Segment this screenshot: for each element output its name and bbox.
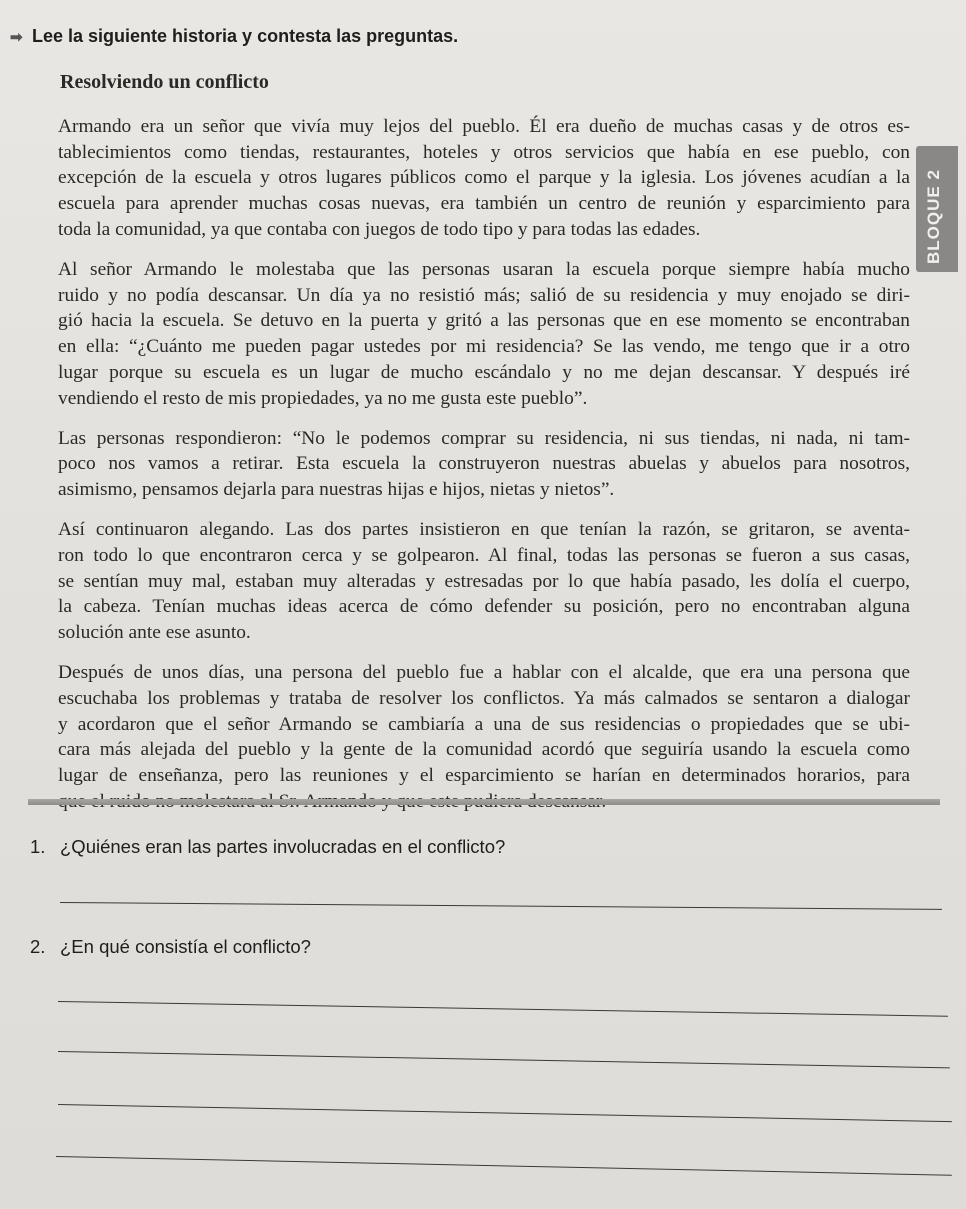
paragraph-line: la cabeza. Tenían muchas ideas acerca de cómo defender su posición, pero no encontraban alguna	[58, 596, 910, 618]
paragraph-line: excepción de la escuela y otros lugares públicos como el parque y la iglesia. Los jóvenes acudían a la	[58, 167, 910, 189]
paragraph-line: toda la comunidad, ya que contaba con juegos de todo tipo y para todas las edades.	[58, 218, 701, 240]
paragraph-line: en ella: “¿Cuánto me pueden pagar ustedes por mi residencia? Se las vendo, me tengo que ir a otro	[58, 336, 910, 358]
paragraph-line: asimismo, pensamos dejarla para nuestras hijas e hijos, nietas y nietos”.	[58, 479, 615, 501]
question-number: 1.	[30, 836, 46, 857]
paragraph-line: gió hacia la escuela. Se detuvo en la puerta y gritó a las personas que en ese momento se encontraban	[58, 310, 910, 332]
instruction-text: Lee la siguiente historia y contesta las preguntas.	[32, 26, 459, 46]
paragraph-line: ruido y no podía descansar. Un día ya no resistió más; salió de su residencia y muy enojado se diri-	[58, 284, 910, 306]
paragraph-line: Armando era un señor que vivía muy lejos del pueblo. Él era dueño de muchas casas y de otros es-	[58, 115, 910, 137]
paragraph-line: poco nos vamos a retirar. Esta escuela la construyeron nuestras abuelas y abuelos para nosotros,	[58, 453, 910, 475]
question-2	[30, 936, 311, 958]
paragraph-line: y acordaron que el señor Armando se cambiaría a una de sus residencias o propiedades que se ubi-	[58, 713, 910, 735]
paragraph-line: vendiendo el resto de mis propiedades, ya no me gusta este pueblo”.	[58, 387, 588, 409]
answer-line-q2-1[interactable]	[58, 1001, 948, 1017]
paragraph-line: tablecimientos como tiendas, restaurantes, hoteles y otros servicios que había en ese pueblo, con	[58, 141, 910, 163]
story-title: Resolviendo un conflicto	[60, 71, 269, 93]
story-paragraph-2	[58, 257, 910, 412]
story-paragraph-4	[58, 517, 910, 646]
answer-line-q2-4[interactable]	[56, 1156, 952, 1176]
paragraph-line: cara más alejada del pueblo y la gente de la comunidad acordó que seguiría usando la escuela como	[58, 739, 910, 761]
story-paragraph-1	[58, 114, 910, 243]
paragraph-line: Después de unos días, una persona del pueblo fue a hablar con el alcalde, que era una persona que	[58, 661, 910, 683]
block-side-tab-label: BLOQUE 2	[924, 169, 943, 264]
paragraph-line: Al señor Armando le molestaba que las personas usaran la escuela porque siempre había mucho	[58, 258, 910, 280]
section-divider	[28, 799, 940, 805]
instruction-heading	[10, 26, 458, 47]
story-paragraph-3	[58, 426, 910, 503]
paragraph-line: lugar de enseñanza, pero las reuniones y el esparcimiento se harían en determinados horarios, para	[58, 765, 910, 787]
paragraph-line: escuela para aprender muchas cosas nuevas, era también un centro de reunión y esparcimiento para	[58, 193, 910, 215]
question-text: ¿Quiénes eran las partes involucradas en el conflicto?	[60, 836, 506, 857]
paragraph-line: solución ante ese asunto.	[58, 622, 251, 644]
paragraph-line: Así continuaron alegando. Las dos partes insistieron en que tenían la razón, se gritaron, se aventa-	[58, 518, 910, 540]
story-section	[58, 70, 910, 829]
answer-line-q2-3[interactable]	[58, 1104, 952, 1122]
paragraph-line: Las personas respondieron: “No le podemos comprar su residencia, ni sus tiendas, ni nada, ni tam-	[58, 427, 910, 449]
question-1	[30, 836, 505, 858]
question-number: 2.	[30, 936, 46, 957]
answer-line-q2-2[interactable]	[58, 1051, 950, 1068]
paragraph-line: escuchaba los problemas y trataba de resolver los conflictos. Ya más calmados se sentaron a dialogar	[58, 687, 910, 709]
paragraph-line: se sentían muy mal, estaban muy alteradas y estresadas por lo que había pasado, les dolía el cuerpo,	[58, 570, 910, 592]
answer-line-q1[interactable]	[60, 902, 942, 910]
paragraph-line: lugar porque su escuela es un lugar de mucho escándalo y no me dejan descansar. Y después iré	[58, 361, 910, 383]
question-text: ¿En qué consistía el conflicto?	[60, 936, 311, 957]
story-paragraph-5	[58, 660, 910, 815]
paragraph-line: ron todo lo que encontraron cerca y se golpearon. Al final, todas las personas se fueron a sus casas,	[58, 544, 910, 566]
arrow-icon: ➡	[10, 28, 23, 46]
